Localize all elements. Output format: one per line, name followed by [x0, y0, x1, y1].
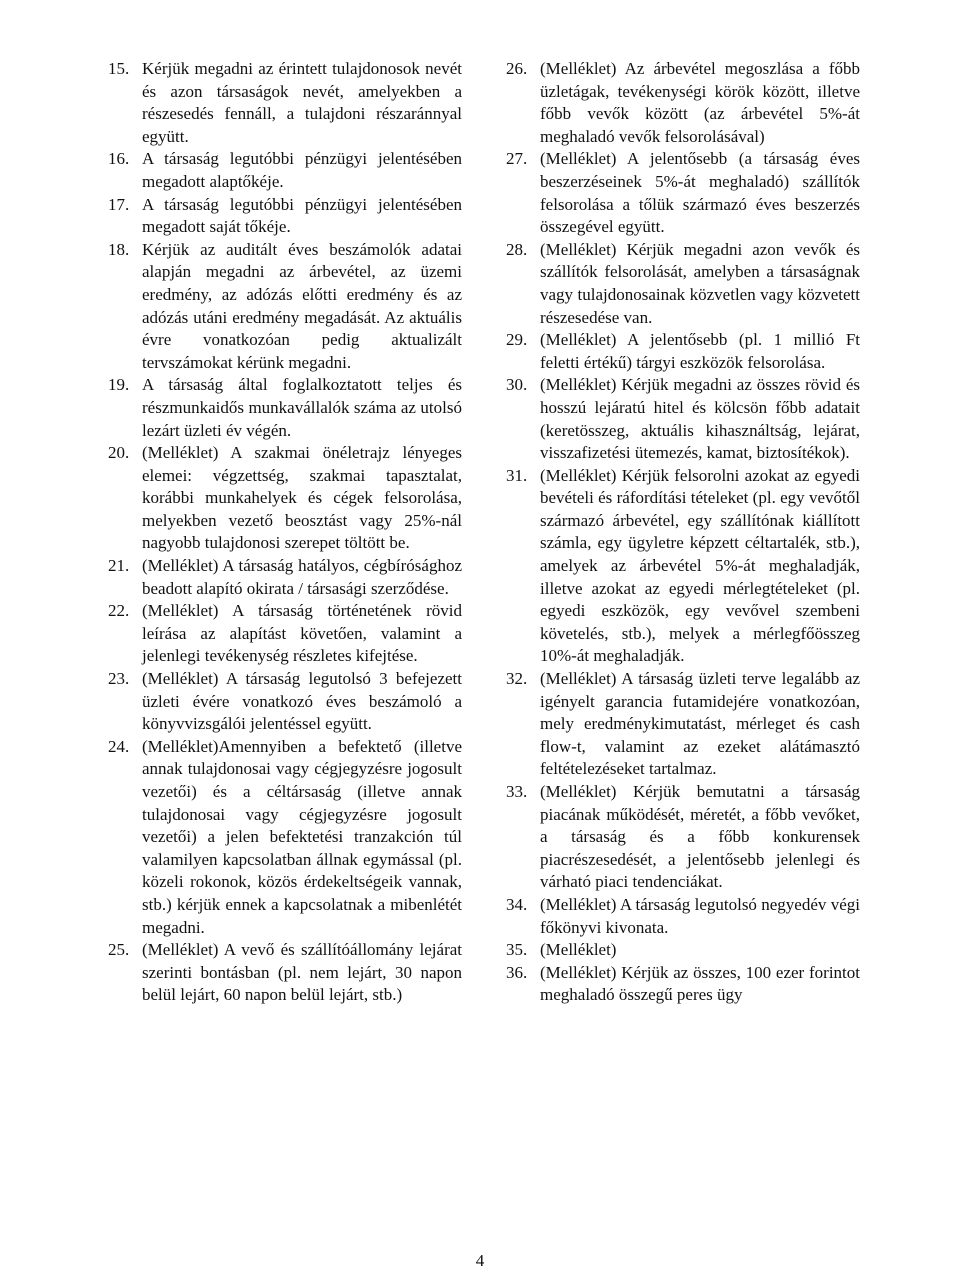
item-number: 15.: [108, 59, 130, 78]
item-text: (Melléklet) Az árbevétel megoszlása a főbb üzletágak, tevékenységi körök között, illetve főbb vevők között (az árbevétel 5%-át meghaladó vevők felsorolásával): [540, 59, 860, 146]
item-text: (Melléklet) A vevő és szállítóállomány lejárat szerinti bontásban (pl. nem lejárt, 30 napon belül lejárt, 60 napon belül lejárt, stb.): [142, 940, 462, 1005]
list-item: [506, 781, 860, 894]
item-text: (Melléklet) A szakmai önéletrajz lényeges elemei: végzettség, szakmai tapasztalat, korábbi munkahelyek és cégek felsorolása, melyekben vezető beosztást vagy 25%-nál nagyobb tulajdonosi szerepet töltött be.: [142, 443, 462, 553]
item-text: (Melléklet) A jelentősebb (a társaság éves beszerzéseinek 5%-át meghaladó) szállítók felsorolása a tőlük származó éves beszerzés összegével együtt.: [540, 149, 860, 237]
item-text: (Melléklet) Kérjük bemutatni a társaság piacának működését, méretét, a főbb vevőket, a társaság és a főbb konkurensek piacrészesedését, a jelentősebb jelenlegi és várható piaci tendenciákat.: [540, 782, 860, 892]
page-number: 4: [475, 1251, 485, 1270]
item-text: Kérjük megadni az érintett tulajdonosok nevét és azon társaságok nevét, amelyekben a részesedés fennáll, a tulajdoni részaránnyal együtt.: [142, 59, 462, 146]
list-item: [108, 600, 462, 668]
item-number: 29.: [506, 330, 528, 350]
item-text: A társaság által foglalkoztatott teljes és részmunkaidős munkavállalók száma az utolsó lezárt üzleti év végén.: [142, 375, 462, 440]
item-text: A társaság legutóbbi pénzügyi jelentésében megadott alaptőkéje.: [142, 149, 462, 191]
item-number: 28.: [506, 239, 528, 259]
item-number: 25.: [108, 940, 130, 960]
item-number: 19.: [108, 375, 130, 395]
item-number: 22.: [108, 601, 130, 621]
list-item: [108, 555, 462, 600]
item-text: (Melléklet) A társaság hatályos, cégbírósághoz beadott alapító okirata / társasági szerződése.: [142, 556, 462, 598]
item-text: A társaság legutóbbi pénzügyi jelentésében megadott saját tőkéje.: [142, 194, 462, 237]
list-item: [506, 239, 860, 329]
list-item: [108, 442, 462, 555]
list-item: [108, 668, 462, 736]
item-number: 27.: [506, 149, 528, 169]
list-item: [506, 894, 860, 939]
item-text: (Melléklet) Kérjük felsorolni azokat az egyedi bevételi és ráfordítási tételeket (pl. egy vevőtől származó árbevétel, egy szállítónak kiállított számla, egy ügyletre képzett céltartalék, stb.), amelyek az árbevétel 5%-át meghaladják, illetve azokat az egyedi mérlegtételeket (pl. egyedi eszközök, egy vevővel szembeni követelés, stb.), melyek a mérlegfőösszeg 10%-át meghaladják.: [540, 465, 860, 666]
item-number: 23.: [108, 669, 130, 689]
item-text: (Melléklet) A társaság üzleti terve legalább az igényelt garancia futamidejére vonatkozóan, mely eredménykimutatást, mérleget és cash flow-t, valamint az ezeket alátámasztó feltételezéseket tartalmaz.: [540, 669, 860, 779]
list-item: [506, 668, 860, 781]
item-number: 21.: [108, 556, 130, 576]
list-item: [506, 58, 860, 148]
list-item: [506, 148, 860, 238]
list-item: [108, 374, 462, 442]
item-number: 31.: [506, 465, 528, 485]
item-number: 34.: [506, 894, 528, 914]
item-number: 33.: [506, 782, 528, 801]
list-item: [506, 939, 860, 962]
list-item: [506, 374, 860, 464]
item-number: 16.: [108, 149, 130, 169]
list-item: [108, 148, 462, 193]
item-number: 35.: [506, 940, 528, 960]
item-text: Kérjük az auditált éves beszámolók adatai alapján megadni az árbevétel, az üzemi eredmény, az adózás előtti eredmény és az adózás utáni eredmény megadását. Az aktuális évre vonatkozóan pedig aktualizált tervszámokat kérünk megadni.: [142, 239, 462, 372]
item-text: (Melléklet) A társaság legutolsó negyedév végi főkönyvi kivonata.: [540, 894, 860, 937]
list-item: [506, 962, 860, 1007]
item-number: 24.: [108, 736, 130, 756]
item-number: 20.: [108, 443, 130, 463]
item-text: (Melléklet) Kérjük megadni az összes rövid és hosszú lejáratú hitel és kölcsön főbb adatait (keretösszeg, aktuális kihasználtság, lejárat, visszafizetési ütemezés, kamat, biztosítékok).: [540, 375, 860, 463]
item-text: (Melléklet) Kérjük az összes, 100 ezer forintot meghaladó összegű peres ügy: [540, 962, 860, 1005]
item-number: 32.: [506, 669, 528, 689]
item-text: (Melléklet): [540, 940, 617, 960]
item-text: (Melléklet) A társaság legutolsó 3 befejezett üzleti évére vonatkozó éves beszámoló a könyvvizsgálói jelentéssel együtt.: [142, 669, 462, 734]
right-column: [506, 58, 860, 1007]
item-text: (Melléklet) Kérjük megadni azon vevők és szállítók felsorolását, amelyben a társaságnak vagy tulajdonosainak közvetlen vagy közvetett részesedése van.: [540, 239, 860, 327]
item-number: 36.: [506, 962, 528, 982]
list-item: [108, 58, 462, 148]
list-item: [108, 239, 462, 375]
item-number: 17.: [108, 194, 130, 214]
item-number: 26.: [506, 59, 528, 78]
list-item: [108, 194, 462, 239]
list-item: [506, 329, 860, 374]
item-text: (Melléklet) A társaság történetének rövid leírása az alapítást követően, valamint a jelenlegi tevékenység részletes kifejtése.: [142, 601, 462, 666]
item-number: 18.: [108, 239, 130, 259]
item-number: 30.: [506, 375, 528, 395]
item-text: (Melléklet)Amennyiben a befektető (illetve annak tulajdonosai vagy cégjegyzésre jogosult vezetői) és a céltársaság (illetve annak tulajdonosai vagy cégjegyzésre jogosult vezetői) a jelen befektetési tranzakción túl valamilyen kapcsolatban állnak egymással (pl. közeli rokonok, közös érdekeltségeik vannak, stb.) kérjük ennek a kapcsolatnak a mibenlétét megadni.: [142, 736, 462, 937]
item-text: (Melléklet) A jelentősebb (pl. 1 millió Ft feletti értékű) tárgyi eszközök felsorolása.: [540, 330, 860, 372]
list-item: [108, 736, 462, 939]
list-item: [108, 939, 462, 1007]
left-column: [108, 58, 462, 1007]
list-item: [506, 465, 860, 668]
